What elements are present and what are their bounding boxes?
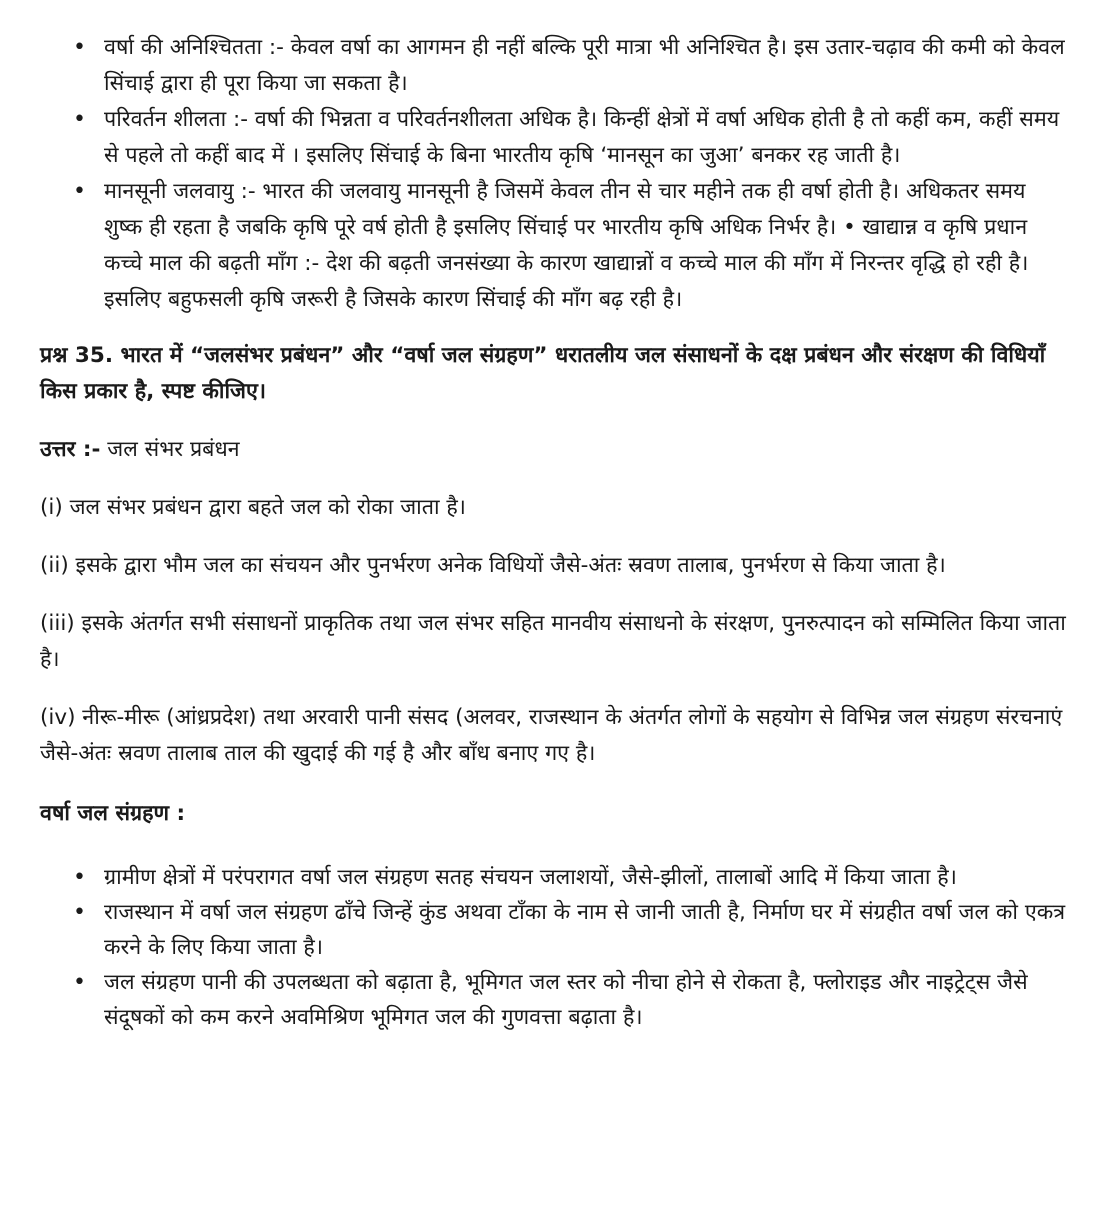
bullet-icon: •	[73, 35, 86, 60]
answer-point: (iv) नीरू-मीरू (आंध्रप्रदेश) तथा अरवारी पानी संसद (अलवर, राजस्थान के अंतर्गत लोगों के सहयोग से विभिन्न जल संग्रहण संरचनाएं जैसे-अंतः स्रवण तालाब ताल की खुदाई की गई है और बाँध बनाए गए है।	[40, 705, 1063, 766]
question-heading: प्रश्न 35. भारत में “जलसंभर प्रबंधन” और “वर्षा जल संग्रहण” धरातलीय जल संसाधनों के दक्ष प्रबंधन और संरक्षण की विधियाँ किस प्रकार है, स्पष्ट कीजिए।	[40, 343, 1046, 404]
bullet-icon: •	[73, 970, 86, 995]
list-item-text: परिवर्तन शीलता :- वर्षा की भिन्नता व परिवर्तनशीलता अधिक है। किन्हीं क्षेत्रों में वर्षा अधिक होती है तो कहीं कम, कहीं समय से पहले तो कहीं बाद में । इसलिए सिंचाई के बिना भारतीय कृषि ‘मानसून का जुआ’ बनकर रह जाती है।	[104, 107, 1060, 168]
answer-point: (ii) इसके द्वारा भौम जल का संचयन और पुनर्भरण अनेक विधियों जैसे-अंतः स्रवण तालाब, पुनर्भरण से किया जाता है।	[40, 553, 946, 578]
bullet-icon: •	[73, 107, 86, 132]
answer-point: (iii) इसके अंतर्गत सभी संसाधनों प्राकृतिक तथा जल संभर सहित मानवीय संसाधनो के संरक्षण, पुनरुत्पादन को सम्मिलित किया जाता है।	[40, 611, 1066, 672]
list-item-text: ग्रामीण क्षेत्रों में परंपरागत वर्षा जल संग्रहण सतह संचयन जलाशयों, जैसे-झीलों, तालाबों आदि में किया जाता है।	[104, 865, 957, 890]
list-item	[40, 174, 1066, 318]
answer-point: (i) जल संभर प्रबंधन द्वारा बहते जल को रोका जाता है।	[40, 495, 466, 520]
list-item	[40, 965, 1066, 1035]
list-item-text: जल संग्रहण पानी की उपलब्धता को बढ़ाता है, भूमिगत जल स्तर को नीचा होने से रोकता है, फ्लोराइड और नाइट्रेट्स जैसे संदूषकों को कम करने अवमिश्रिण भूमिगत जल की गुणवत्ता बढ़ाता है।	[104, 970, 1028, 1030]
list-item-text: मानसूनी जलवायु :- भारत की जलवायु मानसूनी है जिसमें केवल तीन से चार महीने तक ही वर्षा होती है। अधिकतर समय शुष्क ही रहता है जबकि कृषि पूरे वर्ष होती है इसलिए सिंचाई पर भारतीय कृषि अधिक निर्भर है। • खाद्यान्न व कृषि प्रधान कच्चे माल की बढ़ती माँग :- देश की बढ़ती जनसंख्या के कारण खाद्यान्नों व कच्चे माल की माँग में निरन्तर वृद्धि हो रही है। इसलिए बहुफसली कृषि जरूरी है जिसके कारण सिंचाई की माँग बढ़ रही है।	[104, 179, 1029, 312]
list-item-text: राजस्थान में वर्षा जल संग्रहण ढाँचे जिन्हें कुंड अथवा टाँका के नाम से जानी जाती है, निर्माण घर में संग्रहीत वर्षा जल को एकत्र करने के लिए किया जाता है।	[104, 900, 1066, 960]
rainwater-heading: वर्षा जल संग्रहण :	[40, 801, 186, 826]
list-item-text: वर्षा की अनिश्चितता :- केवल वर्षा का आगमन ही नहीं बल्कि पूरी मात्रा भी अनिश्चित है। इस उतार-चढ़ाव की कमी को केवल सिंचाई द्वारा ही पूरा किया जा सकता है।	[104, 35, 1065, 96]
list-item	[40, 860, 1066, 895]
list-item	[40, 895, 1066, 965]
answer-intro	[40, 432, 1066, 468]
answer-heading: जल संभर प्रबंधन	[107, 437, 240, 462]
bullet-icon: •	[73, 179, 86, 204]
bullet-icon: •	[73, 900, 86, 925]
list-item	[40, 102, 1066, 174]
reasons-bullet-list	[40, 30, 1066, 318]
answer-label: उत्तर :-	[40, 437, 101, 462]
list-item	[40, 30, 1066, 102]
rainwater-bullet-list	[40, 860, 1066, 1035]
bullet-icon: •	[73, 865, 86, 890]
